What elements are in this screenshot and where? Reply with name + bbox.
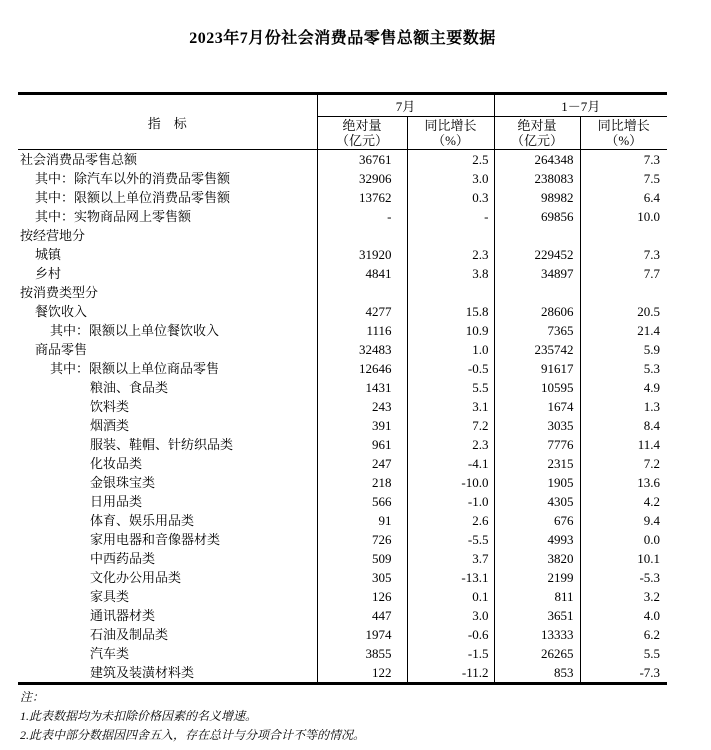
table-row [18, 226, 667, 245]
july-growth-cell: 3.7 [407, 549, 494, 568]
indicator-cell: 餐饮收入 [18, 302, 317, 321]
indicator-cell: 其中：限额以上单位消费品零售额 [18, 188, 317, 207]
july-growth-cell: 2.6 [407, 511, 494, 530]
july-growth-cell: -5.5 [407, 530, 494, 549]
header-line: 绝对量 [517, 118, 557, 133]
jan-to-july-growth-cell: 9.4 [643, 513, 661, 528]
indicator-cell: 服装、鞋帽、针纺织品类 [18, 435, 317, 454]
jan-to-july-growth-cell: 4.0 [643, 608, 661, 623]
table-row [18, 283, 667, 302]
july-growth-cell: -4.1 [407, 454, 494, 473]
header-group-row [18, 94, 667, 117]
july-growth-cell: -1.0 [407, 492, 494, 511]
notes-heading: 注： [20, 690, 45, 704]
indicator-cell: 其中：限额以上单位商品零售 [18, 359, 317, 378]
jan-to-july-growth-cell: 10.0 [637, 209, 661, 224]
table-header [18, 94, 667, 150]
table-row [18, 397, 667, 416]
july-absolute-cell: 126 [317, 587, 407, 606]
jan-to-july-absolute-cell: 2315 [494, 454, 580, 473]
header-group-july: 7月 [317, 94, 494, 117]
july-absolute-cell: 31920 [317, 245, 407, 264]
july-absolute-cell [317, 283, 407, 302]
header-line: 同比增长 [424, 118, 477, 133]
indicator-cell: 其中：实物商品网上零售额 [18, 207, 317, 226]
note-item-1: 1.此表数据均为未扣除价格因素的名义增速。 [20, 709, 258, 723]
jan-to-july-absolute-cell: 853 [494, 663, 580, 684]
table-row [18, 150, 667, 170]
july-growth-cell: 3.1 [407, 397, 494, 416]
indicator-cell: 乡村 [18, 264, 317, 283]
table-row [18, 207, 667, 226]
table-row [18, 435, 667, 454]
indicator-cell: 商品零售 [18, 340, 317, 359]
indicator-cell: 家具类 [18, 587, 317, 606]
header-jan-to-july-growth [580, 117, 667, 150]
july-growth-cell: 0.1 [407, 587, 494, 606]
jan-to-july-absolute-cell: 4305 [494, 492, 580, 511]
july-growth-cell: 2.5 [407, 150, 494, 170]
header-indicator: 指 标 [18, 94, 317, 150]
indicator-cell: 饮料类 [18, 397, 317, 416]
jan-to-july-absolute-cell: 235742 [494, 340, 580, 359]
document-content [18, 0, 667, 745]
header-july-absolute [317, 117, 407, 150]
july-absolute-cell: 447 [317, 606, 407, 625]
indicator-cell: 日用品类 [18, 492, 317, 511]
jan-to-july-absolute-cell: 28606 [494, 302, 580, 321]
indicator-cell: 石油及制品类 [18, 625, 317, 644]
table-row [18, 606, 667, 625]
jan-to-july-absolute-cell: 3651 [494, 606, 580, 625]
july-absolute-cell: 243 [317, 397, 407, 416]
table-row [18, 530, 667, 549]
july-growth-cell: - [407, 207, 494, 226]
indicator-cell: 其中：限额以上单位餐饮收入 [18, 321, 317, 340]
july-growth-cell [407, 226, 494, 245]
jan-to-july-growth-cell: 6.2 [643, 627, 661, 642]
july-growth-cell: 3.0 [407, 606, 494, 625]
july-absolute-cell: 218 [317, 473, 407, 492]
july-growth-cell [407, 283, 494, 302]
jan-to-july-growth-cell: 5.9 [643, 342, 661, 357]
july-growth-cell: 5.5 [407, 378, 494, 397]
indicator-cell: 烟酒类 [18, 416, 317, 435]
jan-to-july-absolute-cell: 676 [494, 511, 580, 530]
jan-to-july-absolute-cell: 7365 [494, 321, 580, 340]
indicator-cell: 城镇 [18, 245, 317, 264]
jan-to-july-absolute-cell: 1905 [494, 473, 580, 492]
note-item-2: 2.此表中部分数据因四舍五入，存在总计与分项合计不等的情况。 [20, 728, 366, 742]
july-absolute-cell: 32483 [317, 340, 407, 359]
july-absolute-cell: 12646 [317, 359, 407, 378]
table-row [18, 340, 667, 359]
table-row [18, 359, 667, 378]
indicator-cell: 粮油、食品类 [18, 378, 317, 397]
table-row [18, 511, 667, 530]
jan-to-july-absolute-cell [494, 283, 580, 302]
jan-to-july-growth-cell [580, 283, 667, 302]
table-row [18, 492, 667, 511]
table-row [18, 416, 667, 435]
jan-to-july-growth-cell: 0.0 [643, 532, 661, 547]
july-growth-cell: 10.9 [407, 321, 494, 340]
july-absolute-cell: 3855 [317, 644, 407, 663]
july-growth-cell: -0.5 [407, 359, 494, 378]
jan-to-july-growth-cell: 8.4 [643, 418, 661, 433]
indicator-cell: 化妆品类 [18, 454, 317, 473]
header-line: 绝对量 [342, 118, 382, 133]
jan-to-july-growth-cell: 1.3 [643, 399, 661, 414]
header-line: （亿元） [335, 133, 388, 148]
july-absolute-cell: 122 [317, 663, 407, 684]
jan-to-july-growth-cell: 3.2 [643, 589, 661, 604]
jan-to-july-absolute-cell: 69856 [494, 207, 580, 226]
july-absolute-cell: 391 [317, 416, 407, 435]
july-growth-cell: 0.3 [407, 188, 494, 207]
july-absolute-cell: 91 [317, 511, 407, 530]
jan-to-july-growth-cell: 21.4 [637, 323, 661, 338]
july-absolute-cell: 305 [317, 568, 407, 587]
header-line: （%） [432, 133, 469, 148]
jan-to-july-absolute-cell: 3820 [494, 549, 580, 568]
july-absolute-cell: 4841 [317, 264, 407, 283]
july-absolute-cell: 13762 [317, 188, 407, 207]
table-row [18, 188, 667, 207]
july-growth-cell: 3.8 [407, 264, 494, 283]
table-row [18, 245, 667, 264]
table-row [18, 378, 667, 397]
table-row [18, 302, 667, 321]
jan-to-july-growth-cell: 5.3 [643, 361, 661, 376]
table-row [18, 454, 667, 473]
table-row [18, 549, 667, 568]
july-absolute-cell: 726 [317, 530, 407, 549]
indicator-cell: 按消费类型分 [18, 283, 317, 302]
table-row [18, 663, 667, 684]
july-growth-cell: 2.3 [407, 245, 494, 264]
header-july-growth [407, 117, 494, 150]
july-absolute-cell: 32906 [317, 169, 407, 188]
header-line: （%） [605, 133, 643, 148]
jan-to-july-growth-cell: 7.3 [643, 247, 661, 262]
table-row [18, 587, 667, 606]
july-absolute-cell: 961 [317, 435, 407, 454]
jan-to-july-growth-cell: 11.4 [637, 437, 661, 452]
july-absolute-cell: - [317, 207, 407, 226]
jan-to-july-growth-cell: 7.2 [643, 456, 661, 471]
jan-to-july-absolute-cell: 2199 [494, 568, 580, 587]
jan-to-july-absolute-cell: 7776 [494, 435, 580, 454]
jan-to-july-growth-cell: -5.3 [639, 570, 661, 585]
table-row [18, 568, 667, 587]
july-absolute-cell: 509 [317, 549, 407, 568]
july-absolute-cell: 1431 [317, 378, 407, 397]
jan-to-july-growth-cell: 4.2 [643, 494, 661, 509]
jan-to-july-growth-cell: -7.3 [639, 665, 661, 680]
indicator-cell: 通讯器材类 [18, 606, 317, 625]
jan-to-july-absolute-cell: 91617 [494, 359, 580, 378]
jan-to-july-growth-cell: 10.1 [637, 551, 661, 566]
july-growth-cell: -1.5 [407, 644, 494, 663]
jan-to-july-absolute-cell [494, 226, 580, 245]
jan-to-july-absolute-cell: 264348 [494, 150, 580, 170]
july-absolute-cell: 566 [317, 492, 407, 511]
indicator-cell: 体育、娱乐用品类 [18, 511, 317, 530]
jan-to-july-absolute-cell: 4993 [494, 530, 580, 549]
jan-to-july-absolute-cell: 34897 [494, 264, 580, 283]
july-growth-cell: -13.1 [407, 568, 494, 587]
header-jan-to-july-absolute [494, 117, 580, 150]
page-title: 2023年7月份社会消费品零售总额主要数据 [189, 30, 496, 47]
jan-to-july-absolute-cell: 238083 [494, 169, 580, 188]
jan-to-july-absolute-cell: 811 [494, 587, 580, 606]
indicator-cell: 中西药品类 [18, 549, 317, 568]
july-growth-cell: -0.6 [407, 625, 494, 644]
july-growth-cell: 1.0 [407, 340, 494, 359]
indicator-cell: 金银珠宝类 [18, 473, 317, 492]
header-group-jan-to-july: 1－7月 [494, 94, 667, 117]
july-absolute-cell [317, 226, 407, 245]
july-growth-cell: 15.8 [407, 302, 494, 321]
table-row [18, 644, 667, 663]
july-growth-cell: -11.2 [407, 663, 494, 684]
jan-to-july-absolute-cell: 98982 [494, 188, 580, 207]
table-row [18, 321, 667, 340]
notes-section [18, 688, 667, 745]
jan-to-july-absolute-cell: 1674 [494, 397, 580, 416]
indicator-cell: 汽车类 [18, 644, 317, 663]
table-body [18, 150, 667, 684]
july-absolute-cell: 36761 [317, 150, 407, 170]
retail-sales-table [18, 92, 667, 685]
july-growth-cell: 3.0 [407, 169, 494, 188]
indicator-cell: 家用电器和音像器材类 [18, 530, 317, 549]
july-growth-cell: 7.2 [407, 416, 494, 435]
jan-to-july-growth-cell: 13.6 [637, 475, 661, 490]
jan-to-july-absolute-cell: 26265 [494, 644, 580, 663]
indicator-cell: 文化办公用品类 [18, 568, 317, 587]
indicator-cell: 其中：除汽车以外的消费品零售额 [18, 169, 317, 188]
table-row [18, 169, 667, 188]
jan-to-july-growth-cell: 7.7 [643, 266, 661, 281]
header-line: 同比增长 [597, 118, 650, 133]
july-absolute-cell: 1116 [317, 321, 407, 340]
july-absolute-cell: 4277 [317, 302, 407, 321]
jan-to-july-growth-cell: 6.4 [643, 190, 661, 205]
july-absolute-cell: 1974 [317, 625, 407, 644]
jan-to-july-growth-cell [580, 226, 667, 245]
jan-to-july-absolute-cell: 3035 [494, 416, 580, 435]
jan-to-july-absolute-cell: 13333 [494, 625, 580, 644]
july-growth-cell: -10.0 [407, 473, 494, 492]
indicator-cell: 建筑及装潢材料类 [18, 663, 317, 684]
indicator-cell: 按经营地分 [18, 226, 317, 245]
jan-to-july-growth-cell: 20.5 [637, 304, 661, 319]
header-line: （亿元） [511, 133, 564, 148]
table-row [18, 625, 667, 644]
jan-to-july-growth-cell: 7.3 [643, 152, 661, 167]
table-row [18, 264, 667, 283]
table-row [18, 473, 667, 492]
jan-to-july-growth-cell: 4.9 [643, 380, 661, 395]
july-absolute-cell: 247 [317, 454, 407, 473]
indicator-cell: 社会消费品零售总额 [18, 150, 317, 170]
jan-to-july-absolute-cell: 229452 [494, 245, 580, 264]
jan-to-july-growth-cell: 5.5 [643, 646, 661, 661]
jan-to-july-absolute-cell: 10595 [494, 378, 580, 397]
jan-to-july-growth-cell: 7.5 [643, 171, 661, 186]
july-growth-cell: 2.3 [407, 435, 494, 454]
